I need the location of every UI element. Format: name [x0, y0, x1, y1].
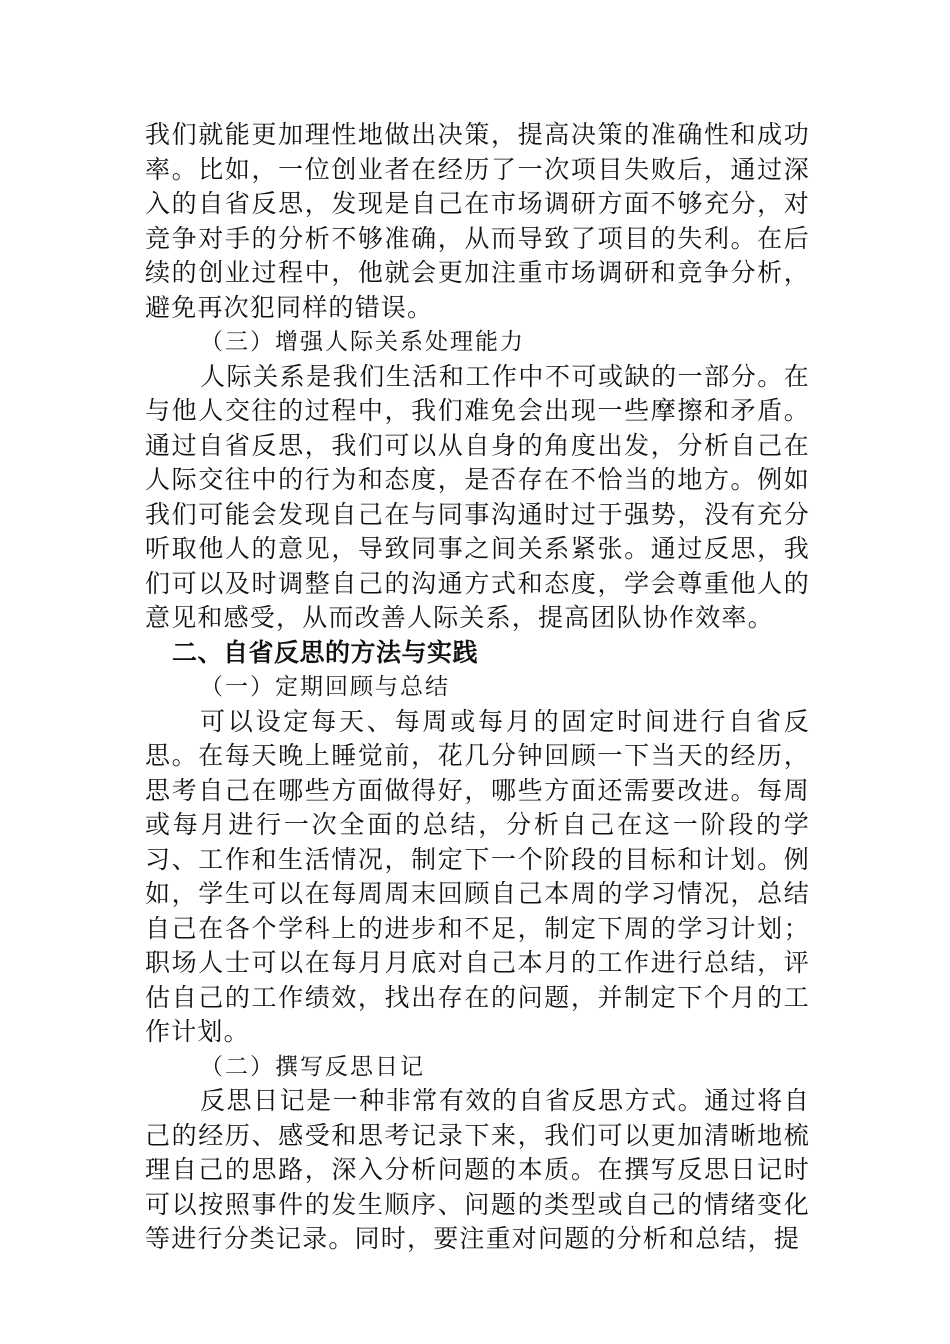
paragraph-interpersonal: 人际关系是我们生活和工作中不可或缺的一部分。在与他人交往的过程中，我们难免会出现一些摩擦和矛盾。通过自省反思，我们可以从自身的角度出发，分析自己在人际交往中的行为和态度，是否存在不恰当的地方。例如我们可能会发现自己在与同事沟通时过于强势，没有充分听取他人的意见，导致同事之间关系紧张。通过反思，我们可以及时调整自己的沟通方式和态度，学会尊重他人的意见和感受，从而改善人际关系，提高团队协作效率。 [145, 361, 810, 632]
subheading-regular-review: （一）定期回顾与总结 [200, 674, 450, 700]
section-heading-methods: 二、自省反思的方法与实践 [172, 637, 479, 667]
subheading-interpersonal: （三）增强人际关系处理能力 [200, 329, 525, 355]
paragraph-reflection-diary: 反思日记是一种非常有效的自省反思方式。通过将自己的经历、感受和思考记录下来，我们可以更加清晰地梳理自己的思路，深入分析问题的本质。在撰写反思日记时可以按照事件的发生顺序、问题的类型或自己的情绪变化等进行分类记录。同时，要注重对问题的分析和总结，提 [145, 1086, 810, 1253]
paragraph-decision-making: 我们就能更加理性地做出决策，提高决策的准确性和成功率。比如，一位创业者在经历了一次项目失败后，通过深入的自省反思，发现是自己在市场调研方面不够充分，对竞争对手的分析不够准确，从而导致了项目的失利。在后续的创业过程中，他就会更加注重市场调研和竞争分析，避免再次犯同样的错误。 [145, 120, 810, 322]
subheading-reflection-diary: （二）撰写反思日记 [200, 1053, 425, 1080]
paragraph-regular-review: 可以设定每天、每周或每月的固定时间进行自省反思。在每天晚上睡觉前，花几分钟回顾一下当天的经历，思考自己在哪些方面做得好，哪些方面还需要改进。每周或每月进行一次全面的总结，分析自己在这一阶段的学习、工作和生活情况，制定下一个阶段的目标和计划。例如，学生可以在每周周末回顾自己本周的学习情况，总结自己在各个学科上的进步和不足，制定下周的学习计划；职场人士可以在每月月底对自己本月的工作进行总结，评估自己的工作绩效，找出存在的问题，并制定下个月的工作计划。 [145, 706, 810, 1046]
document-page [145, 118, 810, 1257]
